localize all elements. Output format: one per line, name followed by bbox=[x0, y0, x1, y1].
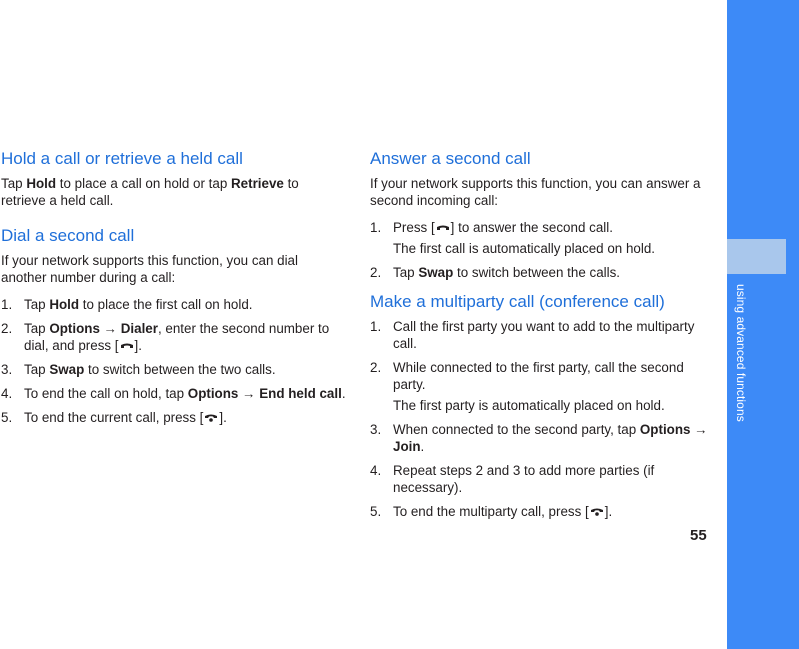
list-item: 2. Tap Options → Dialer, enter the second number to dial, and press [ ]. bbox=[1, 321, 330, 353]
heading-answer-second-call: Answer a second call bbox=[370, 149, 531, 168]
chapter-tab bbox=[727, 239, 786, 274]
list-item: 4. To end the call on hold, tap Options → End held call. bbox=[1, 386, 346, 401]
list-item: 5. To end the current call, press [ ]. bbox=[1, 410, 227, 425]
answer-second-intro: If your network supports this function, you can answer a second incoming call: bbox=[370, 176, 701, 208]
list-item: 3. When connected to the second party, tap Options → Join. bbox=[370, 422, 708, 454]
list-item: 2. Tap Swap to switch between the calls. bbox=[370, 265, 621, 280]
heading-multiparty-call: Make a multiparty call (conference call) bbox=[370, 292, 665, 311]
call-key-icon bbox=[120, 341, 134, 351]
list-item: 1. Tap Hold to place the first call on hold. bbox=[1, 297, 253, 312]
hold-call-text: Tap Hold to place a call on hold or tap Retrieve to retrieve a held call. bbox=[1, 176, 299, 208]
page-number: 55 bbox=[690, 527, 707, 544]
dial-second-intro: If your network supports this function, you can dial another number during a call: bbox=[1, 253, 298, 285]
heading-hold-call: Hold a call or retrieve a held call bbox=[1, 149, 243, 168]
end-key-icon bbox=[590, 507, 604, 517]
end-key-icon bbox=[204, 413, 218, 423]
list-item: 1. Call the first party you want to add to the multiparty call. bbox=[370, 319, 695, 351]
call-key-icon bbox=[436, 223, 450, 233]
right-column bbox=[370, 148, 710, 527]
dial-second-steps bbox=[1, 296, 346, 426]
chapter-label: using advanced functions bbox=[734, 284, 748, 422]
list-item: 1. Press [ ] to answer the second call. The first call is automatically placed on hold. bbox=[370, 220, 655, 256]
multiparty-steps bbox=[370, 318, 710, 520]
list-item: 2. While connected to the first party, call the second party. The first party is automatically placed on hold. bbox=[370, 360, 684, 413]
list-item: 5. To end the multiparty call, press [ ]. bbox=[370, 504, 613, 519]
list-item: 3. Tap Swap to switch between the two calls. bbox=[1, 362, 276, 377]
left-column bbox=[1, 148, 346, 433]
list-item: 4. Repeat steps 2 and 3 to add more parties (if necessary). bbox=[370, 463, 655, 495]
answer-second-steps bbox=[370, 219, 710, 281]
heading-dial-second-call: Dial a second call bbox=[1, 226, 135, 245]
